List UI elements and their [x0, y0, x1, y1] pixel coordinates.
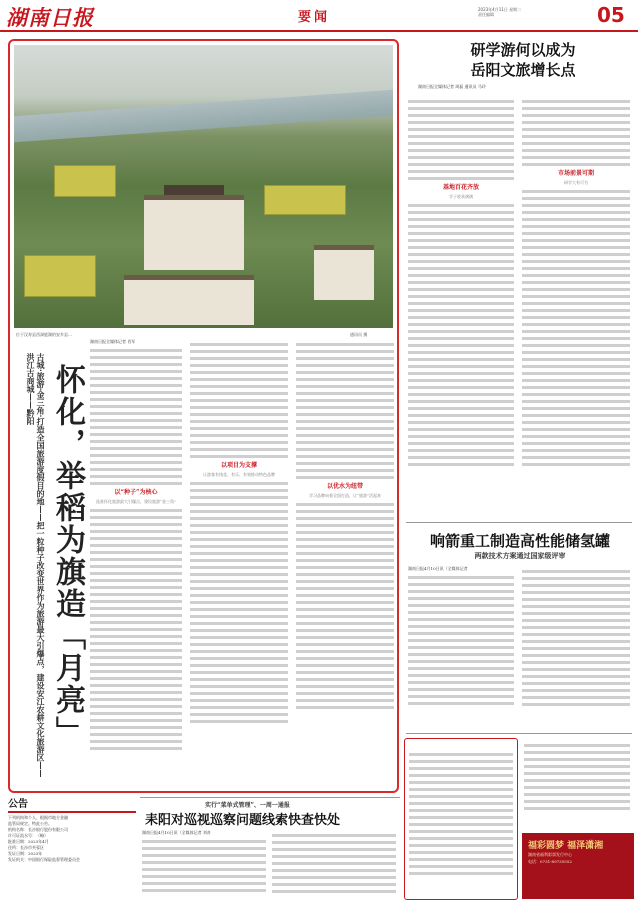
subhead-water-sub: 学习品牌向着全国打造，让“旅游”活起来 — [308, 493, 382, 498]
ad-brand: 福彩圆梦 福泽潇湘 — [528, 841, 604, 851]
building — [314, 245, 374, 300]
newspaper-logo: 湖南日报 — [6, 5, 94, 30]
notice-body — [8, 815, 136, 863]
aerial-photo — [14, 45, 393, 328]
article-byline: 湖南日报全媒体记者 肖军 — [90, 339, 136, 344]
article-subtitle-hydrogen: 两款技术方案通过国家级评审 — [474, 551, 566, 560]
subhead-seed: 以“种子”为核心 — [114, 489, 158, 496]
research-subhead-3: 市场前景可期 — [557, 170, 594, 177]
headline-line-2: 岳阳文旅增长点 — [470, 61, 576, 79]
rice-field — [54, 165, 116, 197]
divider — [406, 522, 632, 523]
article-column-2 — [190, 339, 288, 727]
subhead-project: 以项目为支撑 — [220, 462, 257, 469]
date-line — [478, 7, 578, 17]
research-subhead-1: 基地百花齐放 — [442, 184, 479, 191]
ad-line-2: 电话：0731-89735552 — [528, 859, 572, 864]
rice-field — [24, 255, 96, 297]
commentary-column-2 — [524, 740, 630, 814]
photo-credit: 通讯员 摄 — [350, 332, 368, 337]
feature-article — [8, 39, 399, 793]
hydrogen-column-1 — [408, 566, 514, 709]
river-shape — [14, 90, 393, 143]
bottom-column-2 — [272, 830, 396, 897]
notice-line: 发证日期：2023年 — [8, 851, 43, 856]
text-block — [190, 482, 288, 723]
feature-headline: 怀化，举稻为旗造「月亮」 — [50, 364, 85, 748]
research-column-1 — [408, 96, 514, 470]
research-column-2 — [522, 96, 630, 470]
divider — [140, 797, 400, 798]
text-block — [90, 349, 182, 485]
divider — [406, 733, 632, 734]
editor-text: 责任编辑 — [478, 12, 494, 17]
text-block — [190, 343, 288, 458]
building-roof — [164, 185, 224, 195]
notice-line: 机构名称：长沙银行股份有限公司 — [8, 827, 68, 832]
hydrogen-column-2 — [522, 566, 630, 710]
ad-line-1: 湖南省福利彩票发行中心 — [528, 852, 572, 857]
notice-line: 许可证流水号：（略） — [8, 833, 48, 838]
research-subhead-1-sub: 学子收获满满 — [449, 194, 473, 199]
article-headline-hydrogen: 响箭重工制造高性能储氢罐 — [429, 532, 610, 550]
text-block — [296, 503, 394, 709]
building — [124, 275, 254, 325]
notice-title: 公告 — [8, 795, 136, 813]
lottery-advertisement — [522, 833, 634, 899]
feature-subtitle: 古城·旅游·金三角·打造全国旅游度假目的地——把一粒种子改变世界作为旅游最大引爆点，建设安江农耕文化旅游区——洪江古商城——黔阳 — [26, 353, 46, 778]
article-headline-research-travel — [418, 40, 628, 80]
commentary-box — [404, 738, 518, 900]
notice-line: 住所：长沙市芙蓉区 — [8, 845, 44, 850]
research-subhead-3-sub: 研学大有可为 — [564, 180, 588, 185]
rice-field — [264, 185, 346, 215]
subhead-water: 以优水为纽带 — [326, 483, 363, 490]
date-text: 2023年4月11日 星期二 — [478, 7, 522, 12]
article-column-1 — [90, 339, 182, 754]
bottom-byline: 湖南日报4月10日讯（全媒体记者 刘奇 — [142, 830, 211, 835]
section-title: 要闻 — [298, 10, 331, 25]
public-notice — [8, 795, 136, 900]
headline-line-1: 研学游何以成为 — [470, 41, 576, 59]
article-byline: 湖南日报全媒体记者 周磊 通讯员 马玲 — [418, 84, 486, 89]
text-block — [90, 509, 182, 750]
subhead-project-sub: 让游客有钱花、有乐、有效推动特色品牌 — [203, 472, 275, 477]
article-column-3 — [296, 339, 394, 713]
notice-line: 下列机构和个人，根据市地方金融 — [8, 815, 68, 820]
page-number: 05 — [597, 3, 625, 27]
hydrogen-byline: 湖南日报4月10日讯（全媒体记者 — [408, 566, 468, 571]
bottom-column-1 — [142, 830, 266, 896]
photo-caption: 位于汉寿县西洞庭湖的安乡县… — [16, 332, 72, 337]
notice-line: 批准日期：2023年4月 — [8, 839, 49, 844]
bottom-kicker: 实行“菜单式管理”、一周一通报 — [205, 802, 290, 809]
masthead — [0, 0, 638, 32]
notice-line: 监管局规定。特此公告。 — [8, 821, 52, 826]
notice-line: 发证机关：中国银行保险监督管理委员会 — [8, 857, 80, 862]
subhead-seed-sub: 选准怀化旅游最大引爆点，建设旅游“金三角” — [95, 499, 177, 504]
text-block — [296, 343, 394, 479]
bottom-headline: 耒阳对巡视巡察问题线索快查快处 — [145, 813, 341, 828]
building — [144, 195, 244, 270]
